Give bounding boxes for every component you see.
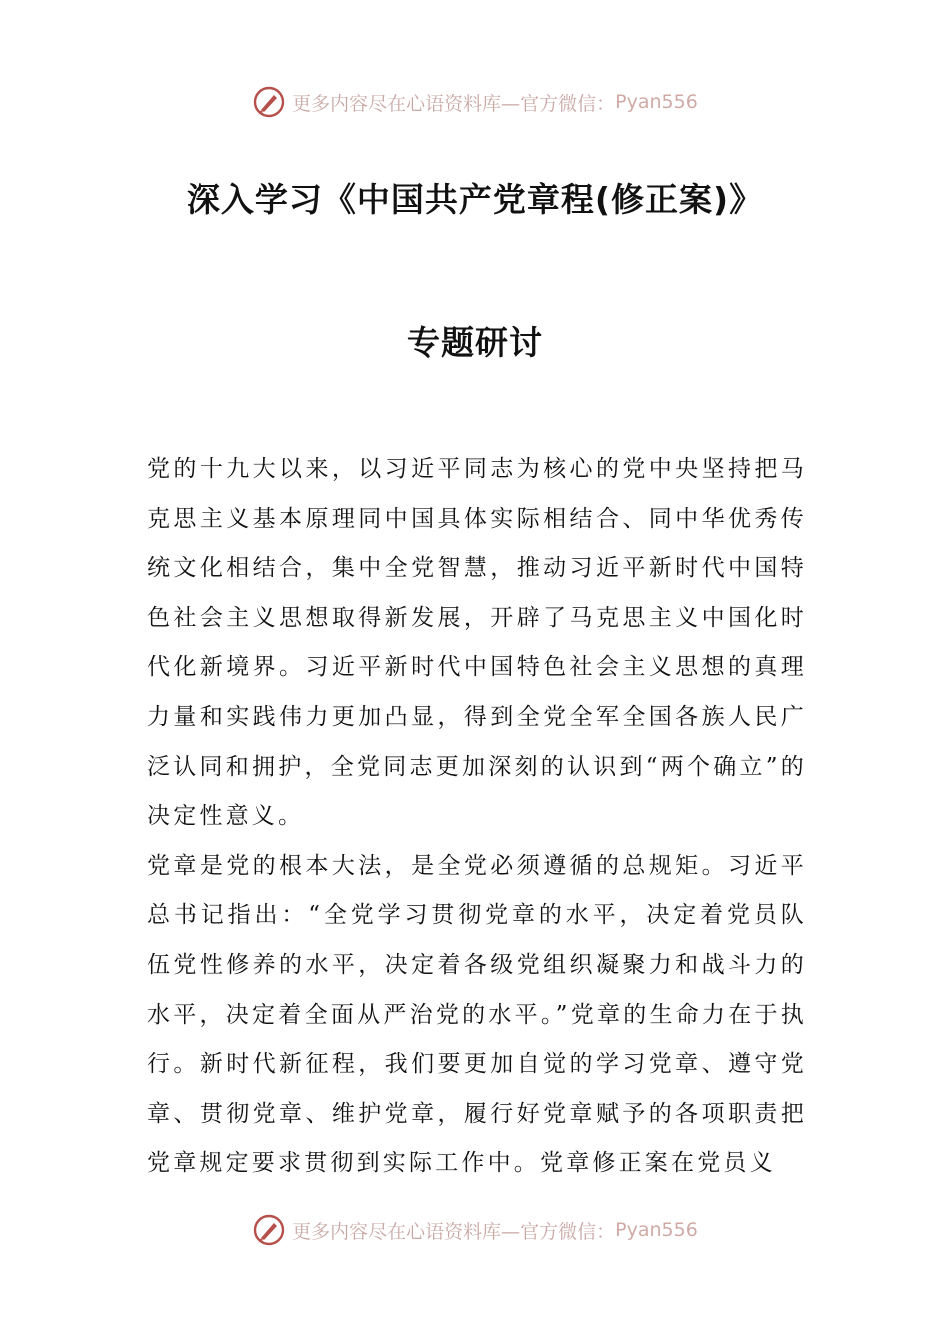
body-paragraph-2: 党章是党的根本大法，是全党必须遵循的总规矩。习近平总书记指出：“全党学习贯彻党章的水平，决定着党员队伍党性修养的水平，决定着各级党组织凝聚力和战斗力的水平，决定着全面从严治党的水平。”党章的生命力在于执行。新时代新征程，我们要更加自觉的学习党章、遵守党章、贯彻党章、维护党章，履行好党章赋予的各项职责把党章规定要求贯彻到实际工作中。党章修正案在党员义 (147, 852, 807, 1177)
watermark-wechat-id: Pyan556 (615, 1219, 698, 1241)
document-subtitle: 专题研讨 (407, 323, 543, 362)
document-body (147, 445, 807, 1189)
document-title: 深入学习《中国共产党章程(修正案)》 (186, 180, 764, 219)
pen-logo-icon (252, 85, 286, 119)
body-paragraph-1: 党的十九大以来，以习近平同志为核心的党中央坚持把马克思主义基本原理同中国具体实际相结合、同中华优秀传统文化相结合，集中全党智慧，推动习近平新时代中国特色社会主义思想取得新发展，开辟了马克思主义中国化时代化新境界。习近平新时代中国特色社会主义思想的真理力量和实践伟力更加凸显，得到全党全军全国各族人民广泛认同和拥护，全党同志更加深刻的认识到“两个确立”的决定性意义。 (147, 456, 807, 830)
pen-logo-icon (252, 1213, 286, 1247)
watermark-text: 更多内容尽在心语资料库—官方微信： (292, 92, 616, 115)
watermark-wechat-id: Pyan556 (615, 91, 698, 113)
watermark-text: 更多内容尽在心语资料库—官方微信： (292, 1220, 616, 1243)
watermark-banner-bottom (0, 1210, 950, 1250)
watermark-banner-top (0, 82, 950, 122)
